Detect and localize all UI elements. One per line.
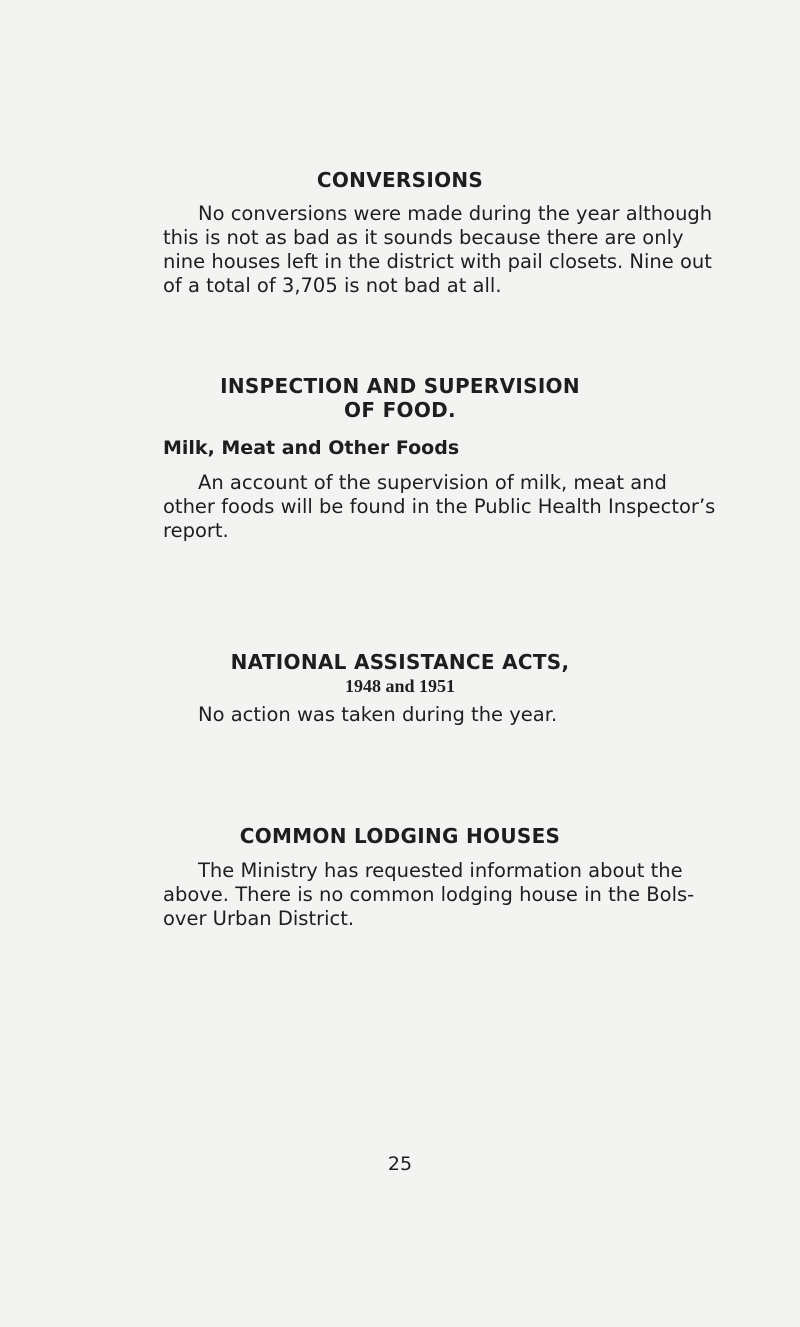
paragraph-line: over Urban District. xyxy=(163,907,355,930)
paragraph-line: No action was taken during the year. xyxy=(198,703,558,726)
food-heading-line2: OF FOOD. xyxy=(344,398,456,422)
paragraph-line: No conversions were made during the year although xyxy=(198,202,713,225)
paragraph-line: The Ministry has requested information about the xyxy=(198,859,683,882)
paragraph-line: other foods will be found in the Public Health Inspector’s xyxy=(163,495,716,518)
conversions-heading: CONVERSIONS xyxy=(316,168,484,192)
lodging-heading: COMMON LODGING HOUSES xyxy=(239,824,561,848)
assistance-subheading: 1948 and 1951 xyxy=(344,676,456,696)
food-heading-line1: INSPECTION AND SUPERVISION xyxy=(220,374,580,398)
food-paragraph xyxy=(163,471,716,543)
assistance-heading: NATIONAL ASSISTANCE ACTS, xyxy=(230,650,570,674)
paragraph-line: this is not as bad as it sounds because there are only xyxy=(163,226,684,249)
food-subheading: Milk, Meat and Other Foods xyxy=(163,437,460,459)
paragraph-line: An account of the supervision of milk, meat and xyxy=(198,471,667,494)
paragraph-line: of a total of 3,705 is not bad at all. xyxy=(163,274,502,297)
paragraph-line: above. There is no common lodging house in the Bols- xyxy=(163,883,695,906)
paragraph-line: report. xyxy=(163,519,229,542)
page-number: 25 xyxy=(387,1153,413,1175)
conversions-paragraph xyxy=(163,202,713,298)
paragraph-line: nine houses left in the district with pail closets. Nine out xyxy=(163,250,712,273)
assistance-paragraph xyxy=(163,703,663,727)
lodging-paragraph xyxy=(163,859,695,931)
